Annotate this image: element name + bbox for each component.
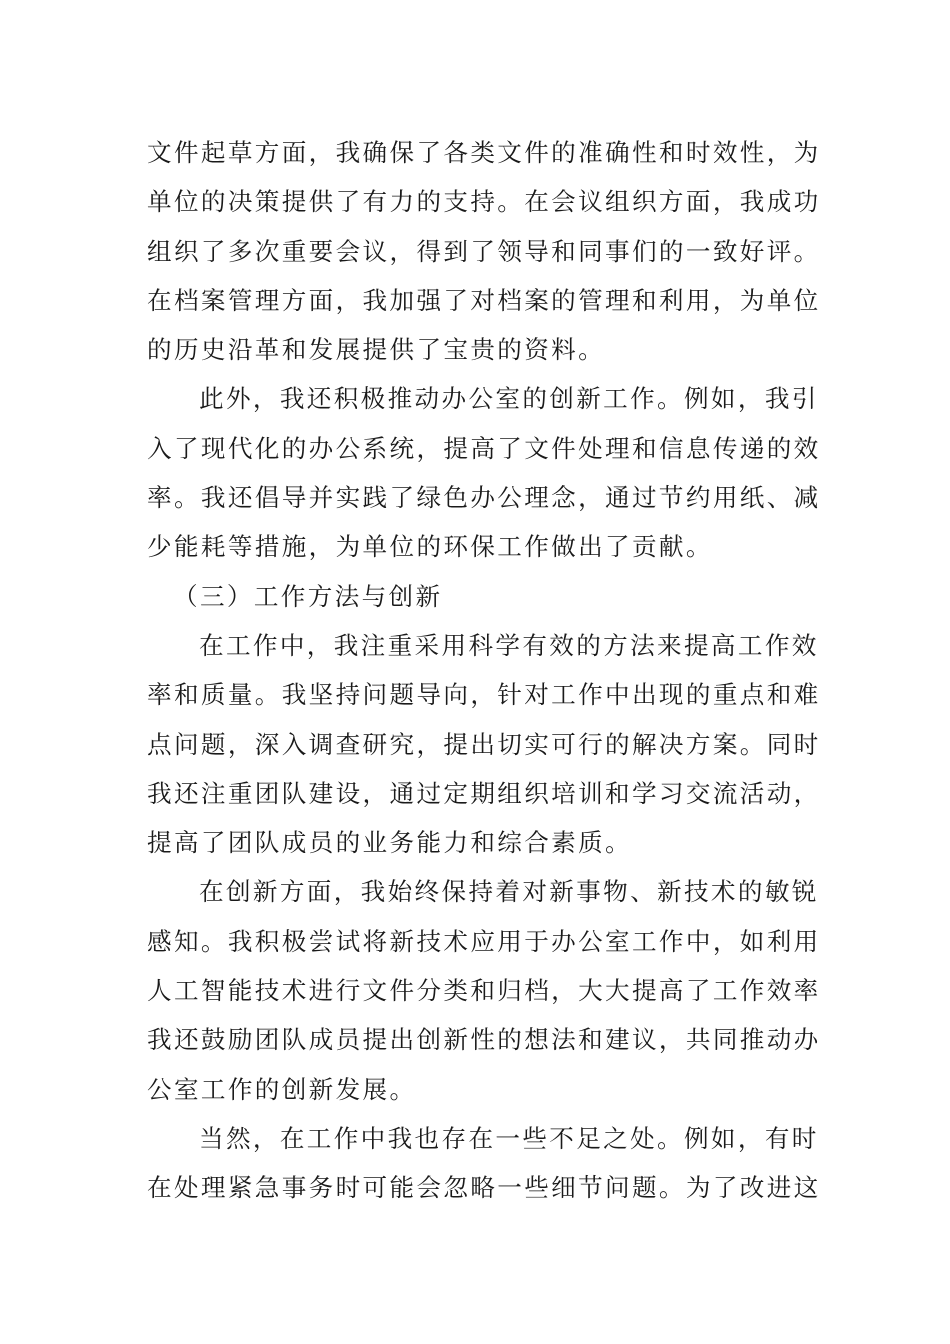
- text-line: 单位的决策提供了有力的支持。在会议组织方面，我成功: [147, 187, 821, 217]
- text-line: 文件起草方面，我确保了各类文件的准确性和时效性，为: [147, 138, 821, 167]
- text-line: 在处理紧急事务时可能会忽略一些细节问题。为了改进这: [147, 1173, 821, 1203]
- paragraph-start-line: 此外，我还积极推动办公室的创新工作。例如，我引: [199, 384, 819, 414]
- text-line: 人工智能技术进行文件分类和归档，大大提高了工作效率: [147, 976, 821, 1006]
- text-line: 我还鼓励团队成员提出创新性的想法和建议，共同推动办: [147, 1025, 821, 1055]
- paragraph-start-line: 在创新方面，我始终保持着对新事物、新技术的敏锐: [199, 877, 819, 907]
- text-line: 率。我还倡导并实践了绿色办公理念，通过节约用纸、减: [147, 483, 821, 513]
- text-line: 少能耗等措施，为单位的环保工作做出了贡献。: [147, 532, 713, 562]
- text-line: 入了现代化的办公系统，提高了文件处理和信息传递的效: [147, 433, 821, 463]
- text-line: 组织了多次重要会议，得到了领导和同事们的一致好评。: [147, 236, 821, 266]
- section-heading: （三）工作方法与创新: [173, 581, 443, 611]
- text-line: 公室工作的创新发展。: [147, 1074, 417, 1104]
- text-line: 率和质量。我坚持问题导向，针对工作中出现的重点和难: [147, 680, 821, 710]
- paragraph-start-line: 在工作中，我注重采用科学有效的方法来提高工作效: [199, 630, 819, 660]
- text-line: 在档案管理方面，我加强了对档案的管理和利用，为单位: [147, 285, 821, 315]
- text-line: 点问题，深入调查研究，提出切实可行的解决方案。同时: [147, 729, 821, 759]
- text-line: 提高了团队成员的业务能力和综合素质。: [147, 828, 632, 858]
- body-text: [147, 128, 821, 1213]
- paragraph-start-line: 当然，在工作中我也存在一些不足之处。例如，有时: [199, 1123, 819, 1153]
- text-line: 感知。我积极尝试将新技术应用于办公室工作中，如利用: [147, 926, 821, 956]
- text-line: 的历史沿革和发展提供了宝贵的资料。: [147, 335, 606, 365]
- text-line: 我还注重团队建设，通过定期组织培训和学习交流活动，: [147, 778, 821, 808]
